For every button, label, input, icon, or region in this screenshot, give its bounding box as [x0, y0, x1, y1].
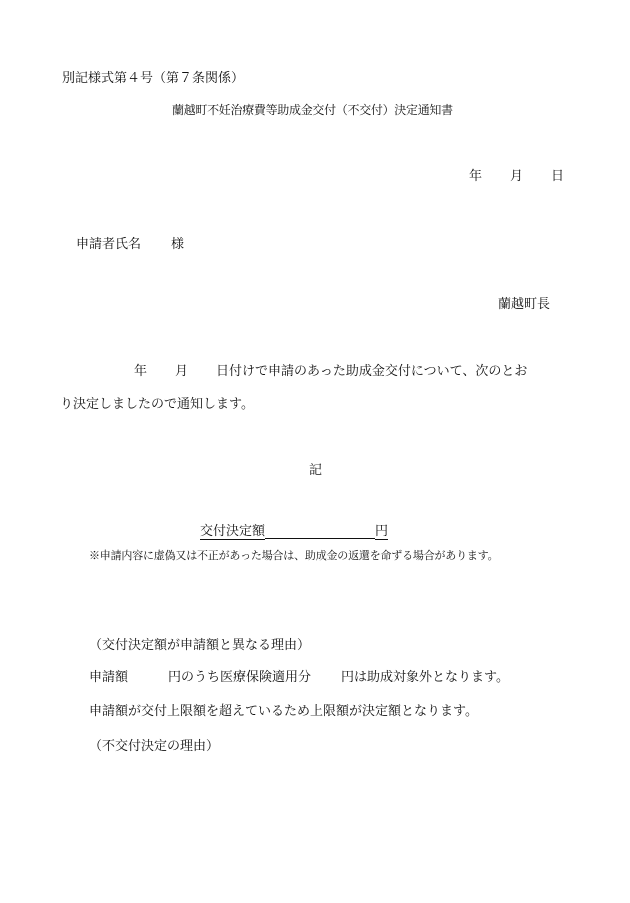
reason-line-1: [89, 671, 509, 684]
date-day: 日: [551, 169, 565, 184]
date-year: 年: [469, 169, 483, 184]
reason-excluded: 円は助成対象外となります。: [341, 670, 509, 685]
recipient-honorific: 様: [171, 237, 185, 252]
body-year: 年: [134, 364, 148, 379]
grant-amount-blank: [265, 526, 375, 539]
body-line-2: り決定しましたので通知します。: [60, 397, 254, 412]
grant-amount-unit: 円: [375, 524, 389, 539]
document-title: 蘭越町不妊治療費等助成金交付（不交付）決定通知書: [172, 103, 453, 117]
recipient-line: [76, 238, 184, 251]
non-grant-reason-heading: （不交付決定の理由）: [89, 739, 220, 754]
body-line-1: [134, 365, 527, 378]
reason-application-amount: 申請額: [89, 670, 129, 685]
reason-difference-heading: （交付決定額が申請額と異なる理由）: [89, 638, 311, 653]
reason-insurance-part: 円のうち医療保険適用分: [168, 670, 312, 685]
grant-amount-line: [200, 525, 388, 539]
body-month: 月: [175, 364, 189, 379]
issuer: 蘭越町長: [498, 297, 551, 312]
warning-note: ※申請内容に虚偽又は不正があった場合は、助成金の返還を命ずる場合があります。: [89, 549, 499, 562]
reason-line-2: 申請額が交付上限額を超えているため上限額が決定額となります。: [89, 704, 478, 719]
date-line: [469, 170, 564, 183]
grant-amount-label: 交付決定額: [200, 524, 266, 539]
ki-heading: 記: [309, 463, 323, 478]
recipient-label: 申請者氏名: [76, 237, 142, 252]
form-number: 別記様式第４号（第７条関係）: [62, 71, 245, 86]
body-text-1: 日付けで申請のあった助成金交付について、次のとお: [216, 364, 528, 379]
date-month: 月: [510, 169, 524, 184]
